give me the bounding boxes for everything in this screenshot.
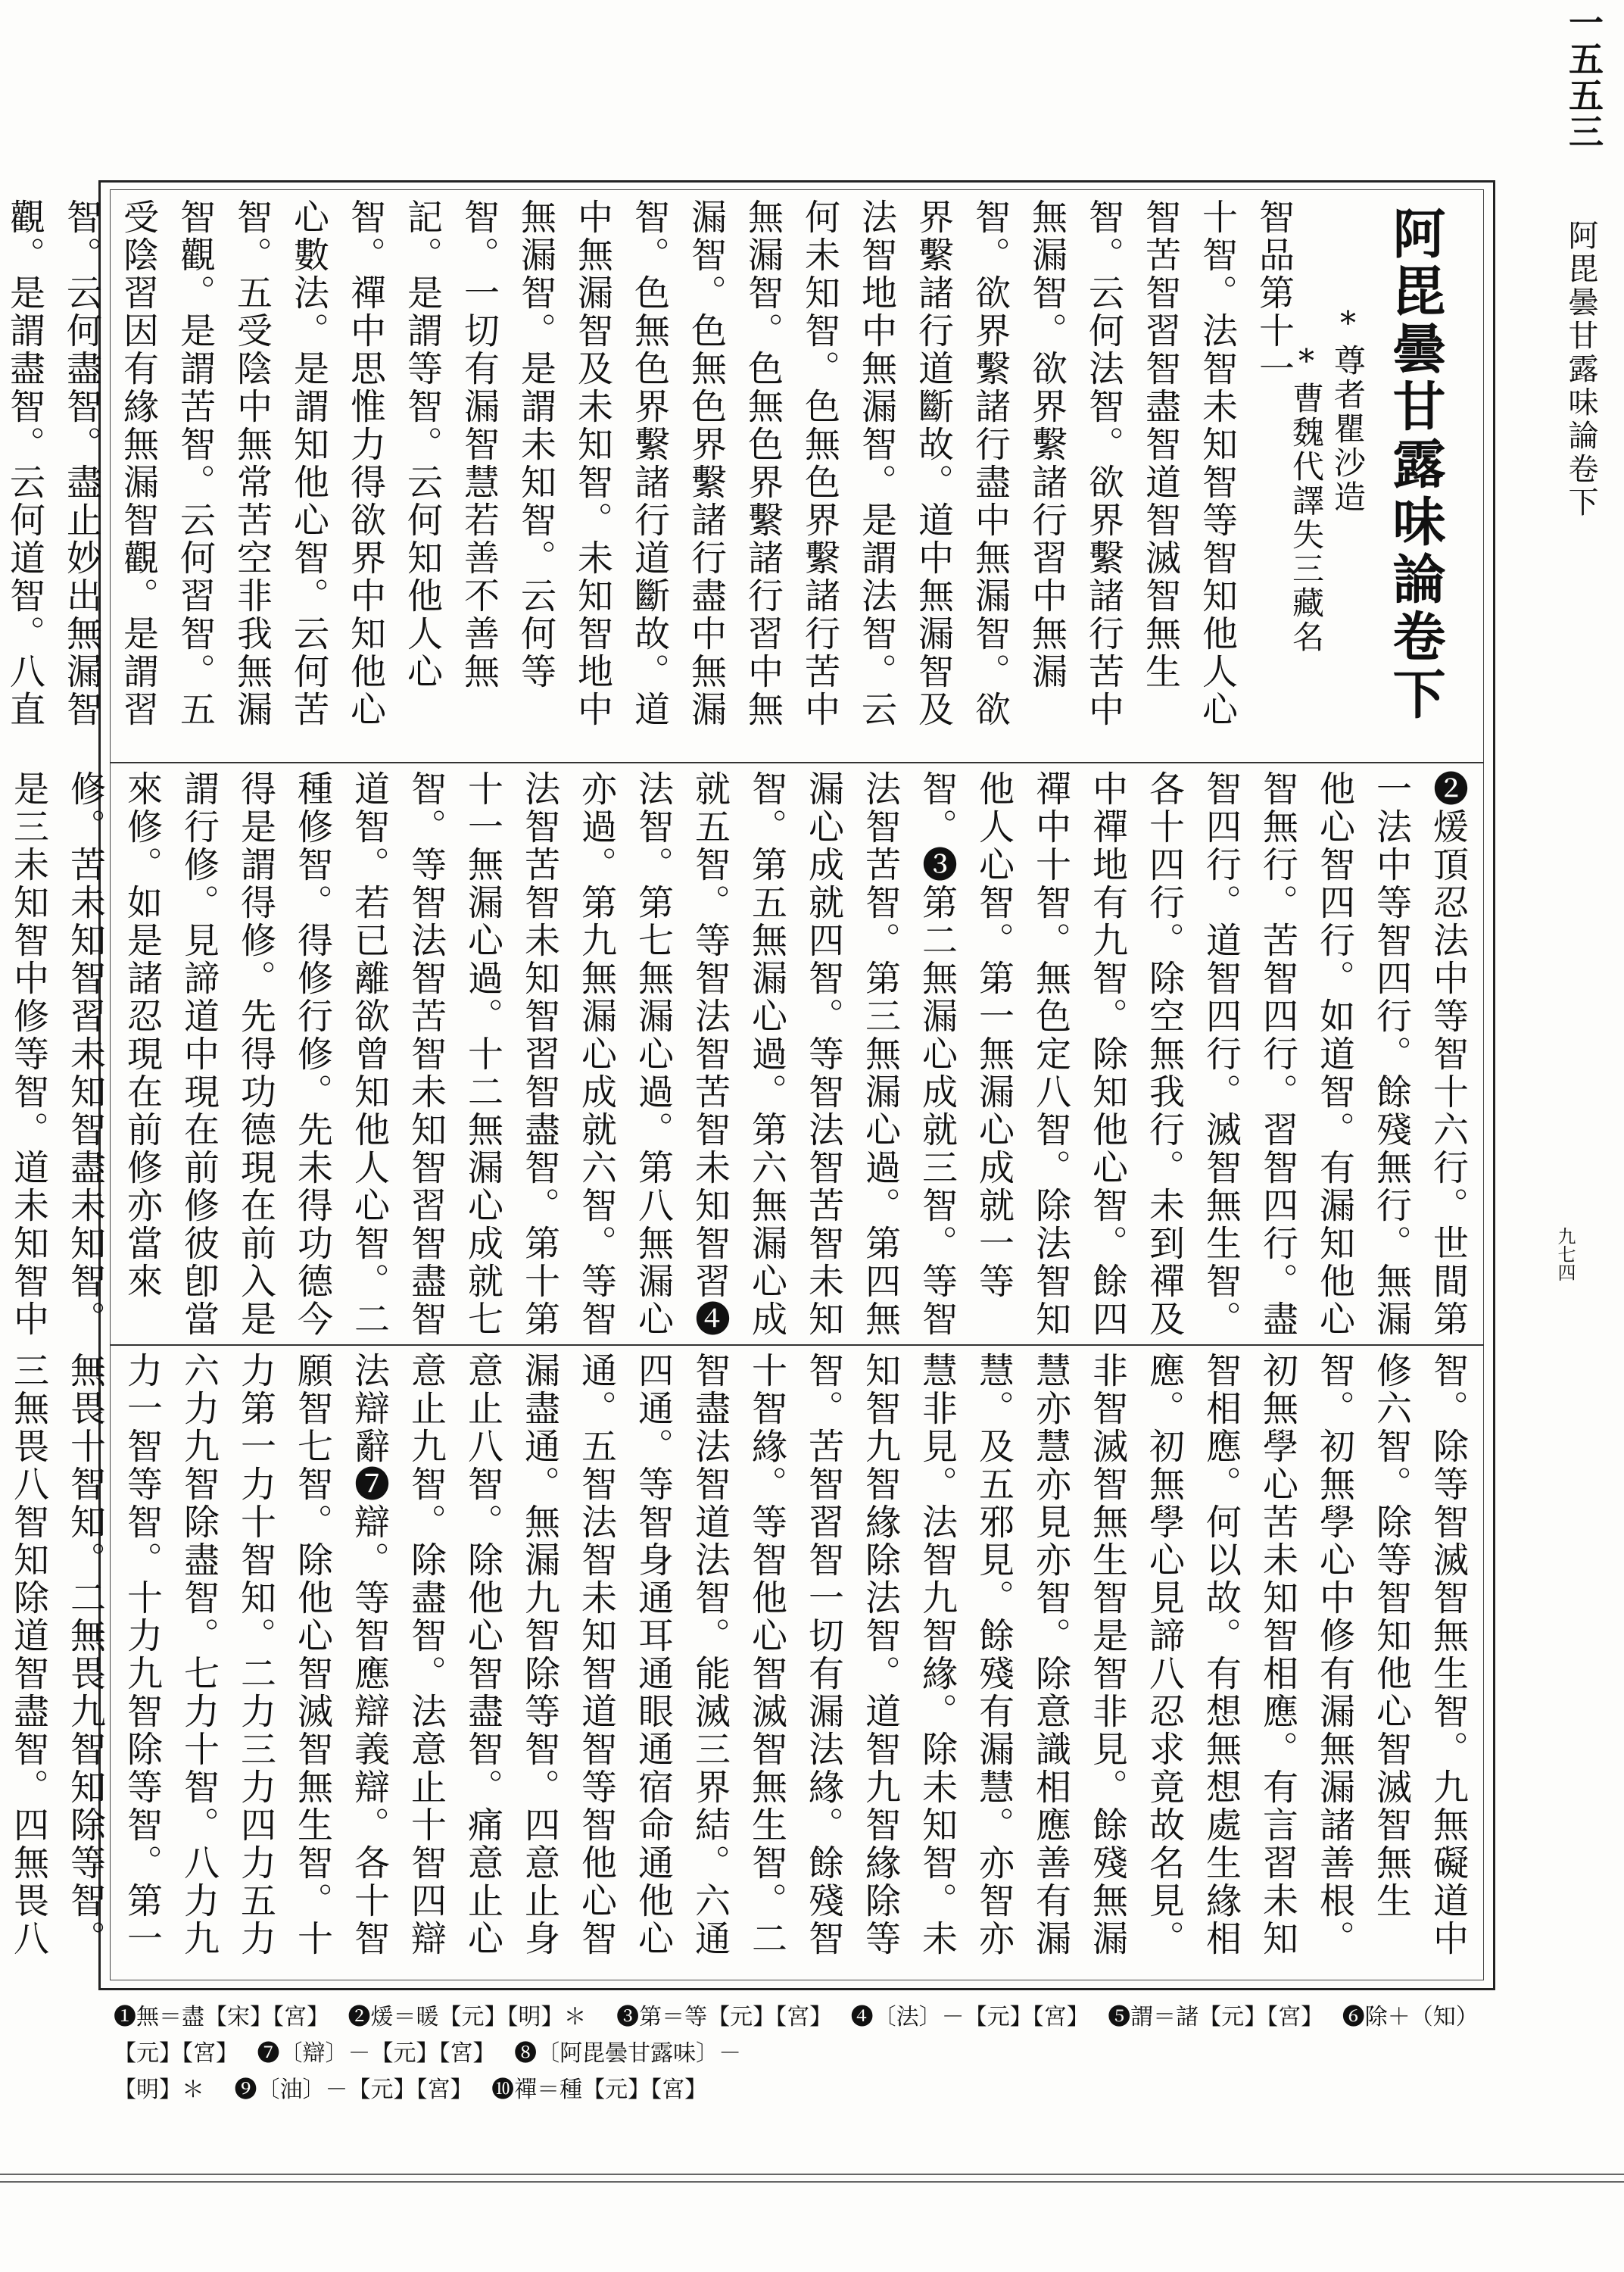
footnote: ❺謂＝諸【元】【宮】: [1108, 2004, 1313, 2030]
body-text: [0, 770, 1476, 1338]
register-divider: [110, 1344, 1484, 1346]
paragraph: ❷煖頂忍法中等智十六行。世間第一法中等智四行。餘殘無行。無漏他心智四行。如道智。有漏知他心智無行。苦智四行。習智四行。盡智四行。道智四行。滅智無生智。各十四行。除空無我行。未到禪及中禪地有九智。除知他心智。餘四禪中十智。無色定八智。除法智知他人心智。第一無漏心成就一等智。❸第二無漏心成就三智。等智法智苦智。第三無漏心過。第四無漏心成就四智。等智法智苦智未知智。第五無漏心過。第六無漏心成就五智。等智法智苦智未知智習❹法智。第七無漏心過。第八無漏心亦過。第九無漏心成就六智。等智法智苦智未知智習智盡智。第十第十一無漏心過。十二無漏心成就七智。等智法智苦智未知智習智盡智道智。若已離欲曾知他人心智。二種修智。得修行修。先未得功德今得是謂得修。先得功德現在前入是謂行修。見諦道中現在前修彼卽當來修。如是諸忍現在前修亦當來修。苦未知智習未知智盡未知智。是三未知智中修等智。道未知智中: [8, 770, 1469, 1338]
author-line: *尊者瞿沙造: [1329, 304, 1367, 514]
book-title: 阿毘曇甘露味論卷下: [1384, 206, 1447, 724]
footnote: ❿禪＝種【元】【宮】: [491, 2077, 708, 2103]
paragraph: 智。除等智滅智無生智。九無礙道中修六智。除等智知他心智滅智無生智。初無學心中修有漏無漏諸善根。初無學心苦未知智相應。有言習未知智相應。何以故。有想無想處生緣相應。初無學心見諦八忍求竟故名見。非智滅智無生智是智非見。餘殘無漏慧亦慧亦見亦智。除意識相應善有漏慧。及五邪見。餘殘有漏慧。亦智亦慧非見。法智九智緣。除未知智。未知智九智緣除法智。道智九智緣除等智。苦智習智一切有漏法緣。餘殘智十智緣。等智他心智滅智無生智。二智盡法智道法智。能滅三界結。六通四通。等智身通耳通眼通宿命通他心通。五智法智未知智道智等智他心智漏盡通。無漏九智除等智。四意止身意止八智。除他心智盡智。痛意止心意止九智。除盡智。法意止十智四辯法辯辭❼辯。等智應辯義辯。各十智願智七智。除他心智滅智無生智。十力第一力十智知。二力三力四力五力六力九智除盡智。七力十智。八力九力一智等智。十力九智除等智。第一無畏十智知。二無畏九智知除等智。三無畏八智知除道智盡智。四無畏八: [8, 1352, 1469, 1958]
register-divider: [110, 762, 1484, 763]
page-number: 一五五三: [1563, 5, 1604, 150]
footnote: ❾〔油〕－【元】【宮】: [234, 2077, 462, 2103]
footnote: ❸第＝等【元】【宮】: [616, 2004, 821, 2030]
footnote: ❻除＋（知）【元】【宮】: [114, 2004, 1479, 2067]
footnote: ❽〔阿毘曇甘露味〕－: [514, 2040, 742, 2067]
register-3: [8, 1352, 1484, 1969]
paragraph: 十智。法智未知智等智知他人心智苦智習智盡智道智滅智無生智。云何法智。欲界繫諸行苦中無漏智。欲界繫諸行習中無漏智。欲界繫諸行盡中無漏智。欲界繫諸行道斷故。道中無漏智及法智地中無漏智。是謂法智。云何未知智。色無色界繫諸行苦中無漏智。色無色界繫諸行習中無漏智。色無色界繫諸行盡中無漏智。色無色界繫諸行道斷故。道中無漏智及未知智。未知智地中無漏智。是謂未知智。云何等智。一切有漏智慧若善不善無記。是謂等智。云何知他人心智。禪中思惟力得欲界中知他心心數法。是謂知他心智。云何苦智。五受陰中無常苦空非我無漏智觀。是謂苦智。云何習智。五受陰習因有緣無漏智觀。是謂習智。云何盡智。盡止妙出無漏智觀。是謂盡智。云何道智。八直: [4, 198, 1238, 729]
footnote: ❷煖＝暖【元】【明】＊: [348, 2004, 587, 2030]
footnote: ❼〔辯〕－【元】【宮】: [257, 2040, 485, 2067]
translator-line: *曹魏代譯失三藏名: [1288, 342, 1325, 654]
side-header: [1541, 0, 1624, 2196]
body-text: [0, 1352, 1476, 1969]
footnote: 【明】＊: [114, 2077, 204, 2103]
footnotes: [114, 1999, 1492, 2108]
page-mark: 九七四: [1554, 1227, 1576, 1281]
section-heading: 智品第十一: [1253, 198, 1295, 388]
register-1: [4, 198, 1484, 755]
bottom-rule: [0, 2181, 1624, 2183]
footnote: ❹〔法〕－【元】【宮】: [850, 2004, 1078, 2030]
footnote: ❶無＝盡【宋】【宮】: [114, 2004, 318, 2030]
running-title: 阿毘曇甘露味論卷下: [1563, 220, 1598, 520]
register-2: [8, 770, 1484, 1338]
body-text: [0, 198, 1302, 729]
bottom-rule: [0, 2174, 1624, 2175]
